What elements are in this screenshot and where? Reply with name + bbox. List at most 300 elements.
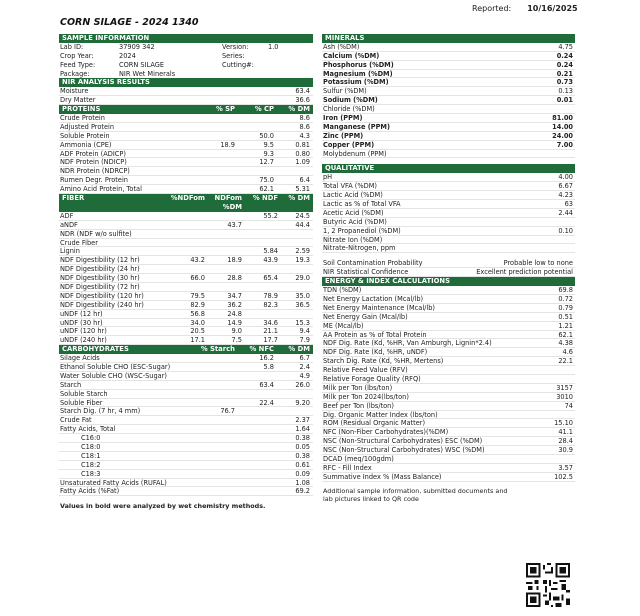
fiber-label: NDR (NDF w/o sulfite) (60, 229, 132, 238)
proteins-row (59, 132, 313, 141)
carbs-label: Ethanol Soluble CHO (ESC-Sugar) (60, 362, 171, 371)
energy-row (322, 304, 575, 313)
energy-row (322, 464, 575, 473)
fiber-value: 20.5 (190, 327, 205, 336)
minerals-row (322, 150, 575, 159)
energy-label: Milk per Ton (lbs/ton) (323, 383, 393, 392)
proteins-value: 0.80 (295, 149, 310, 158)
proteins-value: 50.0 (259, 131, 274, 140)
proteins-label: Ammonia (CPE) (60, 140, 112, 149)
carbs-value: 1.08 (295, 478, 310, 487)
minerals-label: Manganese (PPM) (323, 122, 390, 131)
minerals-row (322, 141, 575, 150)
sample-k1: Crop Year: (60, 51, 94, 60)
carbohydrates-table (59, 354, 313, 496)
carbs-value: 63.4 (259, 380, 274, 389)
fiber-value: 34.7 (227, 291, 242, 300)
fiber-row (59, 247, 313, 256)
minerals-value: 24.00 (552, 131, 573, 140)
minerals-label: Sulfur (%DM) (323, 87, 367, 96)
energy-value: 69.8 (558, 286, 573, 295)
carbs-label: Silage Acids (60, 354, 100, 363)
sample-k2: Cutting#: (222, 60, 254, 69)
carbs-value: 0.38 (295, 451, 310, 460)
energy-label: Relative Feed Value (RFV) (323, 366, 408, 375)
fiber-row (59, 319, 313, 328)
reported-date: Reported: 10/16/2025 (472, 4, 578, 13)
energy-label: NDF Dig. Rate (Kd, %HR, uNDF) (323, 348, 428, 357)
energy-value: 1.21 (558, 321, 573, 330)
minerals-table (322, 43, 575, 159)
contamination-label: Soil Contamination Probability (323, 259, 423, 268)
minerals-row (322, 70, 575, 79)
fiber-row (59, 239, 313, 248)
energy-label: ME (Mcal/lb) (323, 321, 364, 330)
proteins-value: 62.1 (259, 185, 274, 194)
energy-row (322, 366, 575, 375)
carbs-value: 2.4 (299, 362, 310, 371)
carbs-value: 5.8 (263, 362, 274, 371)
energy-row (322, 375, 575, 384)
sample-v1: 2024 (119, 51, 136, 60)
energy-label: Relative Forage Quality (RFQ) (323, 374, 421, 383)
fiber-row (59, 336, 313, 345)
energy-label: NSC (Non-Structural Carbohydrates) ESC (%DM) (323, 437, 483, 446)
fiber-col-header: NDFom %DM (214, 194, 242, 211)
fiber-row (59, 292, 313, 301)
proteins-value: 75.0 (259, 176, 274, 185)
fiber-value: 34.0 (190, 318, 205, 327)
energy-row (322, 402, 575, 411)
proteins-value: 12.7 (259, 158, 274, 167)
qualitative-row (322, 182, 575, 191)
energy-label: NFC (Non-Fiber Carbohydrates)(%DM) (323, 428, 449, 437)
left-column (59, 34, 313, 510)
carbs-value: 0.09 (295, 469, 310, 478)
section-header-nir: NIR ANALYSIS RESULTS (59, 78, 313, 87)
qualitative-label: Butyric Acid (%DM) (323, 217, 387, 226)
energy-row (322, 313, 575, 322)
qualitative-label: Nitrate-Nitrogen, ppm (323, 244, 396, 253)
carbs-row (59, 443, 313, 452)
section-header-fiber: FIBER %NDFom NDFom %DM % NDF % DM (59, 194, 313, 212)
minerals-label: Phosphorus (%DM) (323, 60, 394, 69)
qualitative-value: 63 (564, 200, 573, 209)
carbs-value: 2.37 (295, 416, 310, 425)
qualitative-label: Lactic Acid (%DM) (323, 191, 383, 200)
energy-row (322, 331, 575, 340)
energy-label: TDN (%DM) (323, 286, 362, 295)
energy-row (322, 419, 575, 428)
fiber-col-header: %NDFom (170, 194, 205, 203)
energy-row (322, 411, 575, 420)
section-header-proteins: PROTEINS % SP % CP % DM (59, 105, 313, 114)
proteins-label: Crude Protein (60, 114, 105, 123)
fiber-label: uNDF (240 hr) (60, 336, 107, 345)
carbs-label: Soluble Fiber (60, 398, 103, 407)
report-title: CORN SILAGE - 2024 1340 (60, 17, 199, 28)
minerals-label: Sodium (%DM) (323, 96, 378, 105)
energy-label: Net Energy Maintenance (Mcal/lb) (323, 303, 435, 312)
proteins-col-header: % DM (288, 105, 310, 114)
carbs-row (59, 452, 313, 461)
minerals-row (322, 96, 575, 105)
carbs-label: Fatty Acids (%Fat) (60, 487, 120, 496)
proteins-value: 8.6 (299, 114, 310, 123)
carbs-value: 69.2 (295, 487, 310, 496)
carbs-row (59, 390, 313, 399)
sample-row (59, 61, 313, 70)
energy-row (322, 437, 575, 446)
nir-value: 63.4 (295, 87, 310, 96)
footnote: Values in bold were analyzed by wet chemistry methods. (60, 502, 266, 511)
energy-row (322, 446, 575, 455)
fiber-label: Lignin (60, 247, 80, 256)
nir-value: 36.6 (295, 96, 310, 105)
fiber-value: 44.4 (295, 220, 310, 229)
carbs-value: 26.0 (295, 380, 310, 389)
energy-value: 4.38 (558, 339, 573, 348)
fiber-value: 55.2 (263, 211, 278, 220)
carbs-row (59, 487, 313, 496)
fiber-row (59, 265, 313, 274)
fiber-label: uNDF (120 hr) (60, 327, 107, 336)
proteins-value: 9.5 (263, 140, 274, 149)
energy-label: ROM (Residual Organic Matter) (323, 419, 426, 428)
proteins-value: 4.3 (299, 131, 310, 140)
qualitative-value: 0.10 (558, 226, 573, 235)
fiber-value: 43.2 (190, 256, 205, 265)
sample-k2: Version: (222, 42, 249, 51)
energy-label: Summative Index % (Mass Balance) (323, 472, 442, 481)
sample-v1: NIR Wet Minerals (119, 69, 176, 78)
carbs-col-header: % Starch (200, 345, 235, 354)
fiber-label: Crude Fiber (60, 238, 98, 247)
carbs-row (59, 425, 313, 434)
carbs-value: 16.2 (259, 354, 274, 363)
qualitative-row (322, 244, 575, 253)
energy-value: 0.51 (558, 312, 573, 321)
energy-label: DCAD (meq/100gdm) (323, 454, 394, 463)
nir-label: Moisture (60, 87, 89, 96)
energy-value: 0.72 (558, 294, 573, 303)
carbs-row (59, 399, 313, 408)
carbs-label: Water Soluble CHO (WSC-Sugar) (60, 371, 167, 380)
carbs-row (59, 470, 313, 479)
carbs-value: 1.64 (295, 425, 310, 434)
fiber-value: 65.4 (263, 274, 278, 283)
minerals-value: 81.00 (552, 114, 573, 123)
carbs-value: 0.61 (295, 460, 310, 469)
minerals-label: Calcium (%DM) (323, 51, 380, 60)
fiber-value: 18.9 (227, 256, 242, 265)
minerals-row (322, 43, 575, 52)
minerals-value: 0.24 (556, 51, 573, 60)
fiber-value: 36.2 (227, 300, 242, 309)
fiber-label: NDF Digestibility (120 hr) (60, 291, 144, 300)
energy-label: Milk per Ton 2024(lbs/ton) (323, 392, 409, 401)
proteins-value: 8.6 (299, 122, 310, 131)
fiber-row (59, 310, 313, 319)
proteins-row (59, 167, 313, 176)
energy-label: NDF Dig. Rate (Kd, %HR, Van Amburgh, Lignin*2.4) (323, 339, 492, 348)
sample-k1: Feed Type: (60, 60, 96, 69)
proteins-value: 5.31 (295, 185, 310, 194)
qualitative-value: 4.23 (558, 191, 573, 200)
energy-value: 3157 (556, 383, 573, 392)
contamination-label: NIR Statistical Confidence (323, 268, 409, 277)
qualitative-row (322, 227, 575, 236)
qualitative-row (322, 200, 575, 209)
proteins-row (59, 176, 313, 185)
fiber-value: 29.0 (295, 274, 310, 283)
minerals-row (322, 114, 575, 123)
fiber-value: 82.9 (190, 300, 205, 309)
carbs-label: C16:0 (81, 434, 101, 443)
energy-label: Net Energy Lactation (Mcal/lb) (323, 294, 424, 303)
carbs-row (59, 461, 313, 470)
minerals-value: 0.24 (556, 60, 573, 69)
fiber-value: 24.5 (295, 211, 310, 220)
right-column (322, 34, 575, 504)
fiber-value: 17.7 (263, 336, 278, 345)
qualitative-label: pH (323, 173, 333, 182)
carbs-label: C18:2 (81, 460, 101, 469)
fiber-row (59, 230, 313, 239)
energy-label: Dig. Organic Matter Index (lbs/ton) (323, 410, 438, 419)
fiber-table (59, 212, 313, 345)
qr-code-icon (526, 563, 570, 607)
fiber-value: 78.9 (263, 291, 278, 300)
proteins-row (59, 158, 313, 167)
proteins-col-header: % SP (215, 105, 235, 114)
contamination-value: Excellent prediction potential (476, 268, 573, 277)
fiber-value: 24.8 (227, 309, 242, 318)
fiber-label: uNDF (12 hr) (60, 309, 103, 318)
qr-code[interactable] (526, 563, 570, 607)
fiber-value: 28.8 (227, 274, 242, 283)
carbs-label: Fatty Acids, Total (60, 425, 116, 434)
qualitative-row (322, 218, 575, 227)
minerals-row (322, 61, 575, 70)
proteins-value: 9.3 (263, 149, 274, 158)
carbs-row (59, 372, 313, 381)
minerals-label: Molybdenum (PPM) (323, 149, 387, 158)
sample-k1: Lab ID: (60, 42, 84, 51)
energy-row (322, 295, 575, 304)
energy-row (322, 322, 575, 331)
fiber-value: 56.8 (190, 309, 205, 318)
energy-table (322, 286, 575, 482)
section-header-minerals: MINERALS (322, 34, 575, 43)
contamination-row (322, 259, 575, 268)
sample-k1: Package: (60, 69, 90, 78)
minerals-row (322, 87, 575, 96)
minerals-row (322, 105, 575, 114)
carbs-row (59, 363, 313, 372)
energy-label: NSC (Non-Structural Carbohydrates) WSC (%DM) (323, 446, 485, 455)
minerals-row (322, 123, 575, 132)
qualitative-value: 4.00 (558, 173, 573, 182)
fiber-value: 7.5 (231, 336, 242, 345)
energy-row (322, 348, 575, 357)
proteins-value: 6.4 (299, 176, 310, 185)
fiber-value: 17.1 (190, 336, 205, 345)
carbs-label: C18:0 (81, 442, 101, 451)
energy-value: 41.1 (558, 428, 573, 437)
energy-value: 22.1 (558, 357, 573, 366)
nir-row (59, 96, 313, 105)
carbs-row (59, 354, 313, 363)
fiber-row (59, 283, 313, 292)
proteins-label: Amino Acid Protein, Total (60, 185, 142, 194)
minerals-row (322, 132, 575, 141)
section-header-sample: SAMPLE INFORMATION (59, 34, 313, 43)
carbs-value: 0.38 (295, 434, 310, 443)
energy-value: 74 (564, 401, 573, 410)
carbs-label: Starch (60, 380, 82, 389)
fiber-row (59, 256, 313, 265)
proteins-row (59, 150, 313, 159)
fiber-label: NDF Digestibility (72 hr) (60, 282, 140, 291)
minerals-value: 4.75 (558, 42, 573, 51)
contamination-value: Probable low to none (503, 259, 573, 268)
fiber-value: 19.3 (295, 256, 310, 265)
energy-label: AA Protein as % of Total Protein (323, 330, 427, 339)
fiber-row (59, 327, 313, 336)
minerals-label: Copper (PPM) (323, 140, 375, 149)
sample-row (59, 52, 313, 61)
energy-row (322, 357, 575, 366)
qualitative-label: Acetic Acid (%DM) (323, 208, 384, 217)
minerals-label: Zinc (PPM) (323, 131, 364, 140)
fiber-row (59, 274, 313, 283)
proteins-col-header: % CP (254, 105, 274, 114)
fiber-value: 35.0 (295, 291, 310, 300)
energy-row (322, 428, 575, 437)
section-header-carbohydrates: CARBOHYDRATES % Starch % NFC % DM (59, 345, 313, 354)
carbs-row (59, 416, 313, 425)
fiber-value: 82.3 (263, 300, 278, 309)
carbs-label: Unsaturated Fatty Acids (RUFAL) (60, 478, 167, 487)
fiber-value: 2.59 (295, 247, 310, 256)
carbs-col-header: % DM (288, 345, 310, 354)
carbs-value: 76.7 (220, 407, 235, 416)
nir-label: Dry Matter (60, 96, 96, 105)
proteins-row (59, 123, 313, 132)
fiber-label: NDF Digestibility (240 hr) (60, 300, 144, 309)
minerals-label: Ash (%DM) (323, 42, 360, 51)
minerals-label: Magnesium (%DM) (323, 69, 393, 78)
minerals-value: 0.21 (556, 69, 573, 78)
carbs-value: 4.9 (299, 371, 310, 380)
proteins-row (59, 185, 313, 194)
energy-value: 28.4 (558, 437, 573, 446)
proteins-value: 1.09 (295, 158, 310, 167)
energy-row (322, 473, 575, 482)
energy-value: 3.57 (558, 463, 573, 472)
qualitative-label: 1, 2 Propanediol (%DM) (323, 226, 401, 235)
energy-row (322, 286, 575, 295)
minerals-row (322, 78, 575, 87)
fiber-row (59, 301, 313, 310)
minerals-value: 14.00 (552, 122, 573, 131)
fiber-value: 21.1 (263, 327, 278, 336)
fiber-value: 9.0 (231, 327, 242, 336)
qualitative-label: Lactic as % of Total VFA (323, 200, 401, 209)
carbs-value: 22.4 (259, 398, 274, 407)
fiber-row (59, 221, 313, 230)
qualitative-value: 6.67 (558, 182, 573, 191)
minerals-value: 0.01 (556, 96, 573, 105)
proteins-table (59, 114, 313, 194)
section-header-qualitative: QUALITATIVE (322, 164, 575, 173)
energy-row (322, 455, 575, 464)
fiber-label: NDF Digestibility (24 hr) (60, 265, 140, 274)
nir-row (59, 87, 313, 96)
proteins-row (59, 114, 313, 123)
fiber-value: 79.5 (190, 291, 205, 300)
energy-row (322, 339, 575, 348)
energy-value: 0.79 (558, 303, 573, 312)
proteins-label: ADF Protein (ADICP) (60, 149, 126, 158)
proteins-row (59, 141, 313, 150)
qualitative-label: Total VFA (%DM) (323, 182, 377, 191)
fiber-value: 7.9 (299, 336, 310, 345)
carbs-row (59, 434, 313, 443)
nir-table (59, 87, 313, 105)
qualitative-value: 2.44 (558, 208, 573, 217)
proteins-label: Adjusted Protein (60, 122, 115, 131)
fiber-value: 15.3 (295, 318, 310, 327)
energy-row (322, 393, 575, 402)
fiber-value: 43.9 (263, 256, 278, 265)
fiber-value: 43.7 (227, 220, 242, 229)
energy-row (322, 384, 575, 393)
minerals-value: 7.00 (556, 140, 573, 149)
fiber-col-header: % NDF (252, 194, 278, 203)
energy-value: 15.10 (554, 419, 573, 428)
carbs-row (59, 479, 313, 488)
fiber-label: NDF Digestibility (12 hr) (60, 256, 140, 265)
fiber-value: 66.0 (190, 274, 205, 283)
qr-note: Additional sample information, submitted documents and lab pictures linked to QR code (323, 486, 508, 504)
proteins-label: NDF Protein (NDICP) (60, 158, 127, 167)
energy-label: RFC - Fill Index (323, 463, 372, 472)
energy-value: 3010 (556, 392, 573, 401)
energy-value: 62.1 (558, 330, 573, 339)
qualitative-table (322, 173, 575, 253)
sample-row (59, 43, 313, 52)
qualitative-label: Nitrate Ion (%DM) (323, 235, 383, 244)
fiber-value: 36.5 (295, 300, 310, 309)
fiber-label: ADF (60, 211, 74, 220)
minerals-row (322, 52, 575, 61)
minerals-label: Iron (PPM) (323, 114, 363, 123)
sample-info (59, 43, 313, 79)
fiber-label: uNDF (30 hr) (60, 318, 103, 327)
carbs-label: Starch Dig. (7 hr, 4 mm) (60, 407, 141, 416)
fiber-label: NDF Digestibility (30 hr) (60, 274, 140, 283)
sample-v1: 37909 342 (119, 42, 155, 51)
qualitative-row (322, 173, 575, 182)
contamination-row (322, 268, 575, 277)
qualitative-row (322, 236, 575, 245)
minerals-label: Chloride (%DM) (323, 105, 375, 114)
sample-row (59, 70, 313, 79)
carbs-label: Crude Fat (60, 416, 92, 425)
fiber-value: 34.6 (263, 318, 278, 327)
